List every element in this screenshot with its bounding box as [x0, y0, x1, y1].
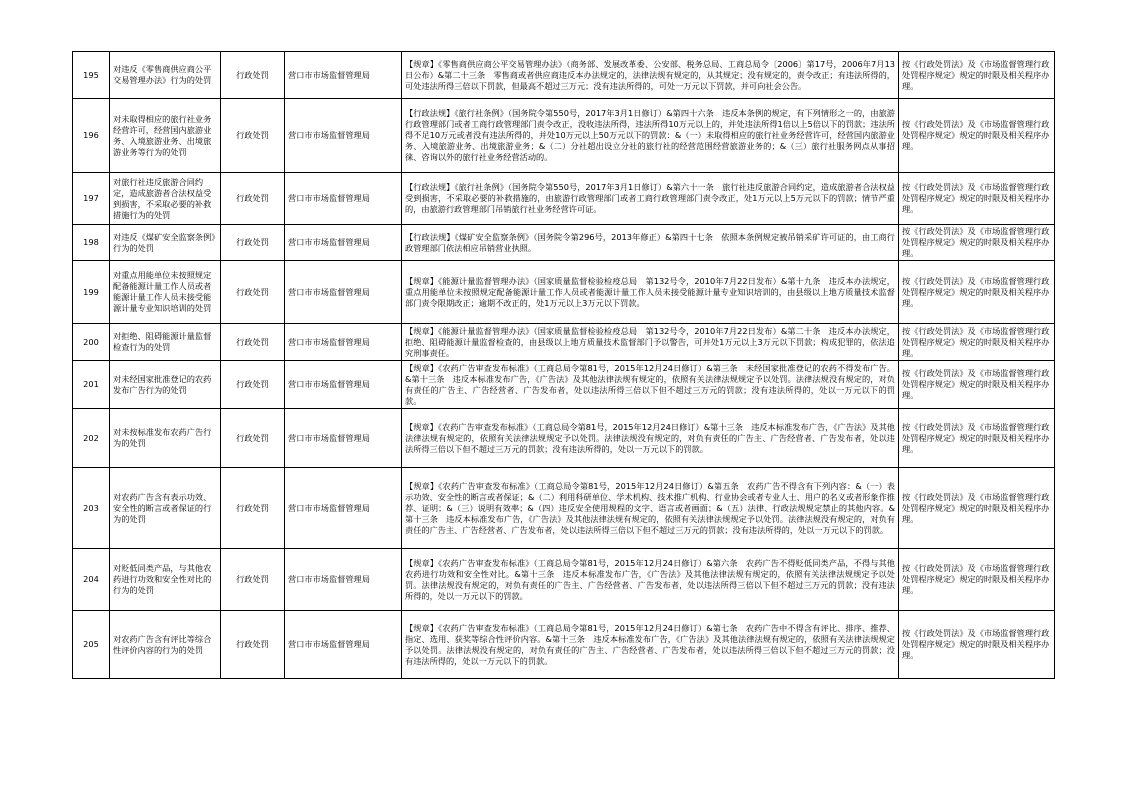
- table-row: [73, 261, 1055, 324]
- item-name: 对违反《零售商供应商公平交易管理办法》行为的处罚: [110, 52, 221, 99]
- table-row: [73, 611, 1055, 679]
- power-category: 行政处罚: [221, 611, 285, 679]
- row-number: 196: [73, 99, 110, 173]
- penalty-items-table: [72, 51, 1055, 679]
- legal-basis: 【行政法规】《旅行社条例》（国务院令第550号，2017年3月1日修订）&第四十六条 违反本条例的规定，有下列情形之一的，由旅游行政管理部门或者工商行政管理部门责令改正，没收违法所得，违法所得10万元以上的，并处违法所得1倍以上5倍以下的罚款；违法所得不足10万元或者没有违法所得的，并处10万元以上50万元以下的罚款：&（一）未取得相应的旅行社业务经营许可，经营国内旅游业务、入境旅游业务、出境旅游业务；&（二）分社超出设立分社的旅行社的经营范围经营旅游业务的；&（三）旅行社服务网点从事招徕、咨询以外的旅行社业务经营活动的。: [402, 99, 899, 173]
- implementing-agency: 营口市市场监督管理局: [285, 99, 402, 173]
- implementing-agency: 营口市市场监督管理局: [285, 173, 402, 225]
- legal-basis: 【规章】《农药广告审查发布标准》（工商总局令第81号，2015年12月24日修订）&第六条 农药广告不得贬低同类产品，不得与其他农药进行功效和安全性对比。&第十三条 违反本标准发布广告，《广告法》及其他法律法规有规定的，依照有关法律法规规定予以处罚。法律法规没有规定的，对负有责任的广告主、广告经营者、广告发布者，处以违法所得三倍以下但不超过三万元的罚款；没有违法所得的，处以一万元以下的罚款。: [402, 549, 899, 611]
- procedure-note: 按《行政处罚法》及《市场监督管理行政处罚程序规定》规定的时限及相关程序办理。: [899, 173, 1055, 225]
- power-category: 行政处罚: [221, 99, 285, 173]
- legal-basis: 【规章】《农药广告审查发布标准》（工商总局令第81号，2015年12月24日修订）&第三条 未经国家批准登记的农药不得发布广告。&第十三条 违反本标准发布广告，《广告法》及其他法律法规有规定的，依照有关法律法规规定予以处罚。法律法规没有规定的，对负有责任的广告主、广告经营者、广告发布者，处以违法所得三倍以下但不超过三万元的罚款；没有违法所得的，处以一万元以下的罚款。: [402, 361, 899, 409]
- procedure-note: 按《行政处罚法》及《市场监督管理行政处罚程序规定》规定的时限及相关程序办理。: [899, 468, 1055, 549]
- table-row: [73, 225, 1055, 261]
- implementing-agency: 营口市市场监督管理局: [285, 52, 402, 99]
- procedure-note: 按《行政处罚法》及《市场监督管理行政处罚程序规定》规定的时限及相关程序办理。: [899, 52, 1055, 99]
- item-name: 对农药广告含有评比等综合性评价内容的行为的处罚: [110, 611, 221, 679]
- implementing-agency: 营口市市场监督管理局: [285, 361, 402, 409]
- table-row: [73, 409, 1055, 468]
- legal-basis: 【规章】《农药广告审查发布标准》（工商总局令第81号，2015年12月24日修订）&第五条 农药广告不得含有下列内容：&（一）表示功效、安全性的断言或者保证；&（二）利用科研单位、学术机构、技术推广机构、行业协会或者专业人士、用户的名义或者形象作推荐、证明；&（三）说明有效率；&（四）违反安全使用规程的文字、语言或者画面；&（五）法律、行政法规规定禁止的其他内容。&第十三条 违反本标准发布广告，《广告法》及其他法律法规有规定的，依照有关法律法规规定予以处罚。法律法规没有规定的，对负有责任的广告主、广告经营者、广告发布者，处以违法所得三倍以下但不超过三万元的罚款；没有违法所得的，处以一万元以下的罚款。: [402, 468, 899, 549]
- procedure-note: 按《行政处罚法》及《市场监督管理行政处罚程序规定》规定的时限及相关程序办理。: [899, 361, 1055, 409]
- table-row: [73, 549, 1055, 611]
- row-number: 195: [73, 52, 110, 99]
- row-number: 204: [73, 549, 110, 611]
- row-number: 198: [73, 225, 110, 261]
- item-name: 对重点用能单位未按照规定配备能源计量工作人员或者能源计量工作人员未接受能源计量专业知识培训的处罚: [110, 261, 221, 324]
- implementing-agency: 营口市市场监督管理局: [285, 409, 402, 468]
- row-number: 203: [73, 468, 110, 549]
- row-number: 201: [73, 361, 110, 409]
- implementing-agency: 营口市市场监督管理局: [285, 225, 402, 261]
- legal-basis: 【规章】《能源计量监督管理办法》（国家质量监督检验检疫总局 第132号令，2010年7月22日发布）&第十九条 违反本办法规定，重点用能单位未按照规定配备能源计量工作人员或者能源计量工作人员未接受能源计量专业知识培训的，由县级以上地方质量技术监督部门责令限期改正；逾期不改正的，处1万元以上3万元以下罚款。: [402, 261, 899, 324]
- table-row: [73, 361, 1055, 409]
- power-category: 行政处罚: [221, 324, 285, 361]
- table-row: [73, 324, 1055, 361]
- power-category: 行政处罚: [221, 409, 285, 468]
- row-number: 202: [73, 409, 110, 468]
- legal-basis: 【规章】《农药广告审查发布标准》（工商总局令第81号，2015年12月24日修订）&第七条 农药广告中不得含有评比、排序、推荐、指定、选用、获奖等综合性评价内容。&第十三条 违反本标准发布广告，《广告法》及其他法律法规有规定的，依照有关法律法规规定予以处罚。法律法规没有规定的，对负有责任的广告主、广告经营者、广告发布者，处以违法所得三倍以下但不超过三万元的罚款；没有违法所得的，处以一万元以下的罚款。: [402, 611, 899, 679]
- procedure-note: 按《行政处罚法》及《市场监督管理行政处罚程序规定》规定的时限及相关程序办理。: [899, 611, 1055, 679]
- power-category: 行政处罚: [221, 261, 285, 324]
- power-category: 行政处罚: [221, 468, 285, 549]
- row-number: 199: [73, 261, 110, 324]
- legal-basis: 【行政法规】《煤矿安全监察条例》（国务院令第296号，2013年修正）&第四十七条 依照本条例规定被吊销采矿许可证的，由工商行政管理部门依法相应吊销营业执照。: [402, 225, 899, 261]
- procedure-note: 按《行政处罚法》及《市场监督管理行政处罚程序规定》规定的时限及相关程序办理。: [899, 549, 1055, 611]
- item-name: 对未取得相应的旅行社业务经营许可，经营国内旅游业务、入境旅游业务、出境旅游业务等行为的处罚: [110, 99, 221, 173]
- item-name: 对农药广告含有表示功效、安全性的断言或者保证的行为的处罚: [110, 468, 221, 549]
- legal-basis: 【规章】《农药广告审查发布标准》（工商总局令第81号，2015年12月24日修订）&第十三条 违反本标准发布广告，《广告法》及其他法律法规有规定的，依照有关法律法规规定予以处罚。法律法规没有规定的，对负有责任的广告主、广告经营者、广告发布者，处以违法所得三倍以下但不超过三万元的罚款；没有违法所得的，处以一万元以下的罚款。: [402, 409, 899, 468]
- power-category: 行政处罚: [221, 361, 285, 409]
- item-name: 对贬低同类产品，与其他农药进行功效和安全性对比的行为的处罚: [110, 549, 221, 611]
- procedure-note: 按《行政处罚法》及《市场监督管理行政处罚程序规定》规定的时限及相关程序办理。: [899, 225, 1055, 261]
- legal-basis: 【规章】《零售商供应商公平交易管理办法》（商务部、发展改革委、公安部、税务总局、工商总局令〔2006〕第17号，2006年7月13日公布）&第二十三条 零售商或者供应商违反本办法规定的，法律法规有规定的，从其规定；没有规定的，责令改正；有违法所得的，可处违法所得三倍以下罚款，但最高不超过三万元；没有违法所得的，可处一万元以下罚款，并可向社会公告。: [402, 52, 899, 99]
- power-category: 行政处罚: [221, 52, 285, 99]
- table-row: [73, 52, 1055, 99]
- legal-basis: 【规章】《能源计量监督管理办法》（国家质量监督检验检疫总局 第132号令，2010年7月22日发布）&第二十条 违反本办法规定，拒绝、阻碍能源计量监督检查的，由县级以上地方质量技术监督部门予以警告，可并处1万元以上3万元以下罚款；构成犯罪的，依法追究刑事责任。: [402, 324, 899, 361]
- implementing-agency: 营口市市场监督管理局: [285, 549, 402, 611]
- procedure-note: 按《行政处罚法》及《市场监督管理行政处罚程序规定》规定的时限及相关程序办理。: [899, 409, 1055, 468]
- implementing-agency: 营口市市场监督管理局: [285, 611, 402, 679]
- table-row: [73, 99, 1055, 173]
- item-name: 对违反《煤矿安全监察条例》行为的处罚: [110, 225, 221, 261]
- implementing-agency: 营口市市场监督管理局: [285, 468, 402, 549]
- procedure-note: 按《行政处罚法》及《市场监督管理行政处罚程序规定》规定的时限及相关程序办理。: [899, 261, 1055, 324]
- item-name: 对旅行社违反旅游合同约定，造成旅游者合法权益受到损害，不采取必要的补救措施行为的处罚: [110, 173, 221, 225]
- procedure-note: 按《行政处罚法》及《市场监督管理行政处罚程序规定》规定的时限及相关程序办理。: [899, 99, 1055, 173]
- power-category: 行政处罚: [221, 549, 285, 611]
- item-name: 对未经国家批准登记的农药发布广告行为的处罚: [110, 361, 221, 409]
- row-number: 205: [73, 611, 110, 679]
- power-category: 行政处罚: [221, 173, 285, 225]
- power-category: 行政处罚: [221, 225, 285, 261]
- item-name: 对未按标准发布农药广告行为的处罚: [110, 409, 221, 468]
- document-page: [72, 51, 1054, 679]
- row-number: 197: [73, 173, 110, 225]
- procedure-note: 按《行政处罚法》及《市场监督管理行政处罚程序规定》规定的时限及相关程序办理。: [899, 324, 1055, 361]
- item-name: 对拒绝、阻碍能源计量监督检查行为的处罚: [110, 324, 221, 361]
- row-number: 200: [73, 324, 110, 361]
- table-row: [73, 173, 1055, 225]
- implementing-agency: 营口市市场监督管理局: [285, 324, 402, 361]
- implementing-agency: 营口市市场监督管理局: [285, 261, 402, 324]
- legal-basis: 【行政法规】《旅行社条例》（国务院令第550号，2017年3月1日修订）&第六十一条 旅行社违反旅游合同约定，造成旅游者合法权益受到损害，不采取必要的补救措施的，由旅游行政管理部门或者工商行政管理部门责令改正，处1万元以上5万元以下的罚款；情节严重的，由旅游行政管理部门吊销旅行社业务经营许可证。: [402, 173, 899, 225]
- table-row: [73, 468, 1055, 549]
